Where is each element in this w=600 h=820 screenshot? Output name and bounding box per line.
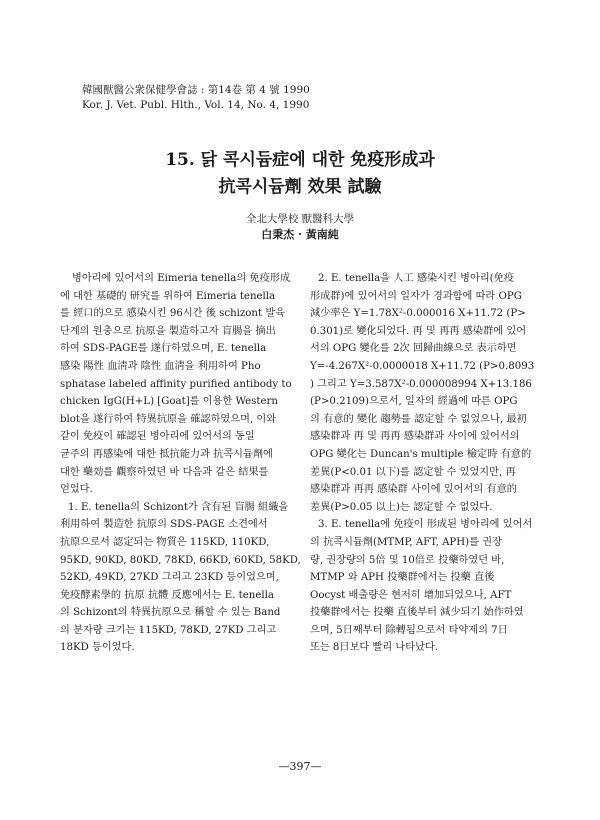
right-line: 서의 OPG 變化를 2次 回歸曲線으로 表示하면 [310, 343, 517, 355]
right-line: 投藥群에서는 投藥 直後부터 減少되기 始作하였 [310, 607, 524, 619]
right-line: MTMP 와 APH 投藥群에서는 投藥 直後 [310, 572, 495, 584]
left-line: blot을 遂行하여 特異抗原을 確認하였으며, 이와 [60, 413, 277, 425]
left-line: 의 분자량 크기는 115KD, 78KD, 27KD 그리고 [60, 624, 277, 636]
journal-header [82, 83, 310, 113]
left-line: sphatase labeled affinity purified antibody to [60, 378, 292, 390]
left-column [60, 270, 301, 657]
left-line: 병아리에 있어서의 Eimeria tenella의 免疫形成 [72, 273, 291, 284]
left-line: 에 대한 基礎的 研究를 위하여 Eimeria tenella [60, 290, 276, 302]
left-line: 대한 藥効를 觀察하였던 바 다음과 같은 結果를 [60, 466, 269, 478]
page-number: —397— [278, 760, 322, 773]
paper-title-line2: 抗콕시듐劑 效果 試驗 [218, 177, 382, 197]
right-column [310, 270, 542, 657]
right-line: 으며, 5日째부터 除轉됨으로서 타약제의 7日 [310, 624, 508, 636]
right-line: 形成群)에 있어서의 일자가 경과함에 따라 OPG [310, 290, 522, 302]
left-line: 52KD, 49KD, 27KD 그리고 23KD 등이었으며, [60, 572, 279, 584]
left-line: 얻었다. [60, 484, 93, 496]
right-line: 3. E. tenella에 免疫이 形成된 병아리에 있어서 [318, 519, 533, 531]
journal-header-english: Kor. J. Vet. Publ. Hlth., Vol. 14, No. 4, 1990 [82, 99, 310, 111]
left-line: 95KD, 90KD, 80KD, 78KD, 66KD, 60KD, 58KD, [60, 554, 301, 566]
authors: 白秉杰 · 黃南純 [261, 228, 339, 241]
right-line: 량, 권장량의 5倍 및 10倍로 投藥하였던 바, [310, 554, 505, 566]
left-line: chicken IgG(H+L) [Goat]를 이용한 Western [60, 396, 278, 408]
left-line: 하여 SDS-PAGE를 遂行하였으며, E. tenella [60, 343, 267, 355]
right-line: 減少率은 Y=1.78X²-0.000016 X+11.72 (P> [310, 308, 526, 320]
left-line: 18KD 등이었다. [60, 642, 135, 654]
left-line: 의 Schizont의 特異抗原으로 稱할 수 있는 Band [60, 607, 281, 619]
left-line: 같이 免疫이 確認된 병아리에 있어서의 동일 [60, 431, 255, 443]
left-line: 균주의 再感染에 대한 抵抗能力과 抗콕시듐劑에 [60, 448, 273, 460]
left-line: 抗原으로서 認定되는 物質은 115KD, 110KD, [60, 536, 270, 548]
paper-title [0, 147, 600, 201]
left-line: 利用하여 製造한 抗原의 SDS-PAGE 소견에서 [60, 519, 268, 531]
right-line: 2. E. tenella을 人工 感染시킨 병아리(免疫 [318, 273, 515, 284]
right-line: 感染群과 再 및 再再 感染群과 사이에 있어서의 [310, 431, 520, 443]
right-line: ) 그리고 Y=3.587X²-0.000008994 X+13.186 [310, 378, 532, 390]
right-line: OPG 變化는 Duncan's multiple 檢定時 有意的 [310, 448, 532, 460]
journal-header-korean: 韓國獸醫公衆保健學會誌 : 第14卷 第 4 號 1990 [82, 84, 310, 96]
left-line: 感染 陽性 血淸과 陰性 血淸을 利用하여 Pho [60, 360, 261, 372]
right-line: Y=-4.267X²-0.0000018 X+11.72 (P>0.8093 [310, 360, 535, 372]
right-line: 의 抗콕시듐劑(MTMP, AFT, APH)를 권장 [310, 536, 502, 548]
author-block [0, 211, 600, 243]
right-line: 0.301)로 變化되었다. 再 및 再再 感染群에 있어 [310, 325, 527, 337]
paper-title-line1: 15. 닭 콕시듐症에 대한 免疫形成과 [165, 150, 435, 170]
right-line: 의 有意的 變化 趨勢를 認定할 수 없었으나, 最初 [310, 413, 527, 425]
left-line: 단계의 원충으로 抗原을 製造하고자 盲腸을 摘出 [60, 325, 276, 337]
right-line: Oocyst 배출량은 현저히 增加되었으나, AFT [310, 589, 512, 601]
affiliation: 全北大學校 獸醫科大學 [245, 213, 355, 225]
right-line: 感染群과 再再 感染群 사이에 있어서의 有意的 [310, 484, 517, 496]
right-line: (P>0.2109)으로서, 일자의 經過에 따른 OPG [310, 396, 518, 408]
right-line: 差異(P>0.05 以上)는 認定할 수 없었다. [310, 501, 493, 513]
left-line: 1. E. tenella의 Schizont가 含有된 盲腸 組織을 [68, 501, 289, 513]
left-line: 免疫酵素學的 抗原 抗體 反應에서는 E. tenella [60, 589, 274, 601]
right-line: 差異(P<0.01 以下)를 認定할 수 있었지만, 再 [310, 466, 516, 478]
right-line: 또는 8日보다 빨리 나타났다. [310, 642, 439, 654]
left-line: 를 經口的으로 感染시킨 96시간 後 schizont 발육 [60, 308, 285, 320]
